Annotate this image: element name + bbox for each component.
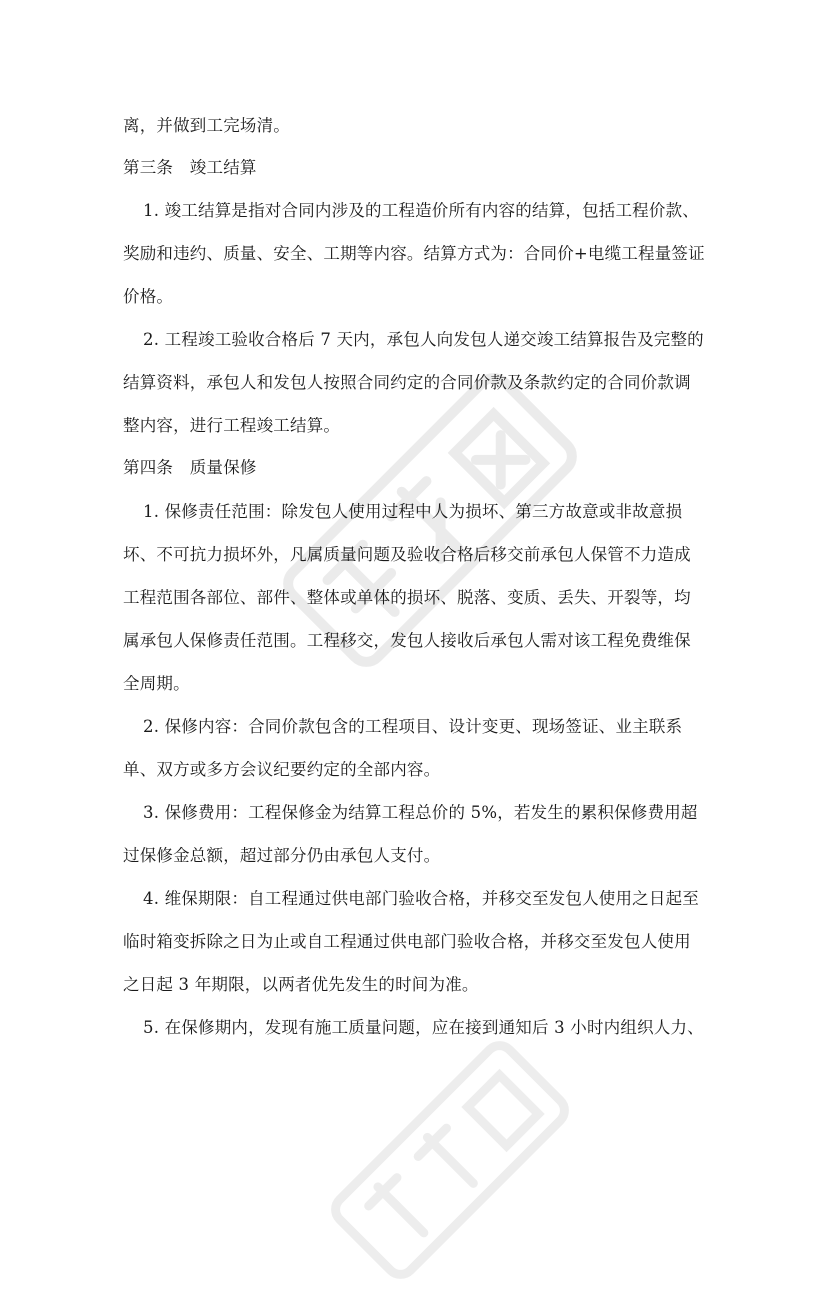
- text-line-19: 4. 维保期限：自工程通过供电部门验收合格，并移交至发包人使用之日起至: [143, 889, 699, 908]
- text-line-13: 属承包人保修责任范围。工程移交，发包人接收后承包人需对该工程免费维保: [123, 631, 691, 650]
- text-line-7: 结算资料，承包人和发包人按照合同约定的合同价款及条款约定的合同价款调: [123, 373, 691, 392]
- text-line-6: 2. 工程竣工验收合格后 7 天内，承包人向发包人递交竣工结算报告及完整的: [143, 330, 704, 349]
- text-line-17: 3. 保修费用：工程保修金为结算工程总价的 5%，若发生的累积保修费用超: [143, 803, 698, 822]
- section-heading-3: 第三条 竣工结算: [123, 158, 257, 177]
- text-line-5: 价格。: [123, 287, 174, 306]
- text-line-12: 工程范围各部位、部件、整体或单体的损坏、脱落、变质、丢失、开裂等，均: [123, 588, 691, 607]
- text-line-3: 1. 竣工结算是指对合同内涉及的工程造价所有内容的结算，包括工程价款、: [143, 201, 699, 220]
- text-line-14: 全周期。: [123, 674, 190, 693]
- text-line-21: 之日起 3 年期限，以两者优先发生的时间为准。: [123, 975, 479, 994]
- text-line-8: 整内容，进行工程竣工结算。: [123, 416, 341, 435]
- text-line-4: 奖励和违约、质量、安全、工期等内容。结算方式为：合同价+电缆工程量签证: [123, 244, 705, 263]
- text-line-10: 1. 保修责任范围：除发包人使用过程中人为损坏、第三方故意或非故意损: [143, 502, 683, 521]
- text-line-16: 单、双方或多方会议纪要约定的全部内容。: [123, 760, 441, 779]
- text-line-20: 临时箱变拆除之日为止或自工程通过供电部门验收合格，并移交至发包人使用: [123, 932, 691, 951]
- text-line-15: 2. 保修内容：合同价款包含的工程项目、设计变更、现场签证、业主联系: [143, 717, 683, 736]
- watermark-icon-secondary: [300, 1010, 600, 1310]
- section-heading-4: 第四条 质量保修: [123, 458, 257, 477]
- text-line-18: 过保修金总额，超过部分仍由承包人支付。: [123, 846, 441, 865]
- text-line-11: 坏、不可抗力损坏外，凡属质量问题及验收合格后移交前承包人保管不力造成: [123, 545, 691, 564]
- text-line-1: 离，并做到工完场清。: [123, 116, 290, 135]
- text-line-22: 5. 在保修期内，发现有施工质量问题，应在接到通知后 3 小时内组织人力、: [143, 1018, 704, 1037]
